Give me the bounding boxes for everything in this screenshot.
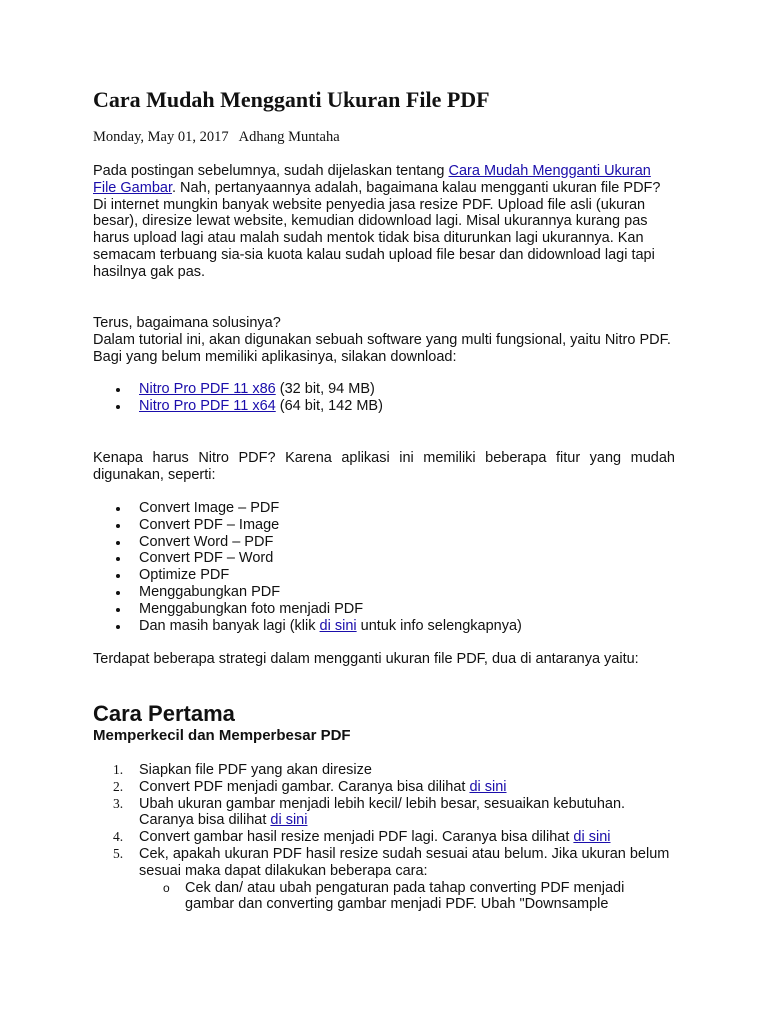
section-subheading: Memperkecil dan Memperbesar PDF [93, 727, 351, 744]
why-block [93, 450, 675, 484]
solution-paragraph: Dalam tutorial ini, akan digunakan sebuah software yang multi fungsional, yaitu Nitro PDF. Bagi yang belum memiliki aplikasinya, silakan download: [93, 331, 671, 365]
list-item: 5. Cek, apakah ukuran PDF hasil resize sudah sesuai atau belum. Jika ukuran belum sesuai maka dapat dilakukan beberapa cara: o Cek dan/ atau ubah pengaturan pada tahap converting PDF menjadi gambar dan converting gambar menjadi PDF. Ubah "Downsample [93, 846, 675, 913]
why-paragraph: Kenapa harus Nitro PDF? Karena aplikasi ini memiliki beberapa fitur yang mudah digunakan, seperti: [93, 450, 675, 483]
list-item: Convert PDF – Word [93, 550, 675, 567]
link-resize-image[interactable]: Cara Mudah Mengganti Ukuran File Gambar [93, 163, 651, 196]
solution-question: Terus, bagaimana solusinya? [93, 315, 281, 331]
steps-block [93, 762, 675, 913]
step-link[interactable]: di sini [270, 812, 308, 829]
article-meta [93, 128, 340, 146]
strategy-paragraph: Terdapat beberapa strategi dalam mengganti ukuran file PDF, dua di antaranya yaitu: [93, 651, 639, 667]
step-link[interactable]: di sini [469, 778, 507, 795]
link-more-info[interactable]: di sini [319, 617, 357, 634]
list-item: 3. Ubah ukuran gambar menjadi lebih kecil/ lebih besar, sesuaikan kebutuhan. Caranya bisa dilihat di sini [113, 795, 626, 829]
steps-list [93, 762, 675, 913]
list-item: Convert Image – PDF [93, 500, 675, 517]
circle-bullet-icon: o [163, 880, 170, 895]
intro-paragraph: Pada postingan sebelumnya, sudah dijelaskan tentang Cara Mudah Mengganti Ukuran File Gambar. Nah, pertanyaannya adalah, bagaimana kalau mengganti ukuran file PDF? [93, 163, 661, 196]
list-item: Menggabungkan PDF [93, 584, 675, 601]
list-item: 2. Convert PDF menjadi gambar. Caranya bisa dilihat di sini [113, 778, 507, 795]
post-author: Adhang Muntaha [238, 129, 340, 145]
download-link-x64[interactable]: Nitro Pro PDF 11 x64 [139, 397, 276, 414]
list-item: Convert PDF – Image [93, 517, 675, 534]
download-list [93, 381, 675, 415]
step-link[interactable]: di sini [573, 829, 611, 846]
list-item: Nitro Pro PDF 11 x86 (32 bit, 94 MB) [93, 381, 675, 398]
solution-block [93, 315, 675, 365]
section-heading: Cara Pertama [93, 701, 235, 726]
list-item: Optimize PDF [93, 567, 675, 584]
list-item: Nitro Pro PDF 11 x64 (64 bit, 142 MB) [93, 398, 675, 415]
download-list-block [93, 381, 675, 415]
list-item: Dan masih banyak lagi (klik di sini untuk info selengkapnya) [93, 618, 675, 635]
post-date: Monday, May 01, 2017 [93, 129, 229, 145]
intro-paragraph-2: Di internet mungkin banyak website penyedia jasa resize PDF. Upload file asli (ukuran besar), diresize lewat website, kemudian didownload lagi. Misal ukurannya kurang pas harus upload lagi atau malah sudah mentok tidak bisa diturunkan lagi ukurannya. Kan semacam terbuang sia-sia kuota kalau sudah upload file besar dan didownload lagi tapi hasilnya gak pas. [93, 196, 655, 280]
feature-list [93, 500, 675, 634]
feature-list-block [93, 500, 675, 634]
list-item: o Cek dan/ atau ubah pengaturan pada tahap converting PDF menjadi gambar dan converting gambar menjadi PDF. Ubah "Downsample [163, 879, 625, 913]
intro-block [93, 163, 675, 281]
list-item: 4. Convert gambar hasil resize menjadi PDF lagi. Caranya bisa dilihat di sini [113, 829, 611, 846]
strategy-block [93, 651, 675, 668]
list-item: 1. Siapkan file PDF yang akan diresize [113, 762, 372, 778]
download-link-x86[interactable]: Nitro Pro PDF 11 x86 [139, 381, 276, 397]
sub-list [139, 880, 675, 914]
article-title: Cara Mudah Mengganti Ukuran File PDF [93, 87, 490, 112]
list-item: Convert Word – PDF [93, 534, 675, 551]
list-item: Menggabungkan foto menjadi PDF [93, 601, 675, 618]
